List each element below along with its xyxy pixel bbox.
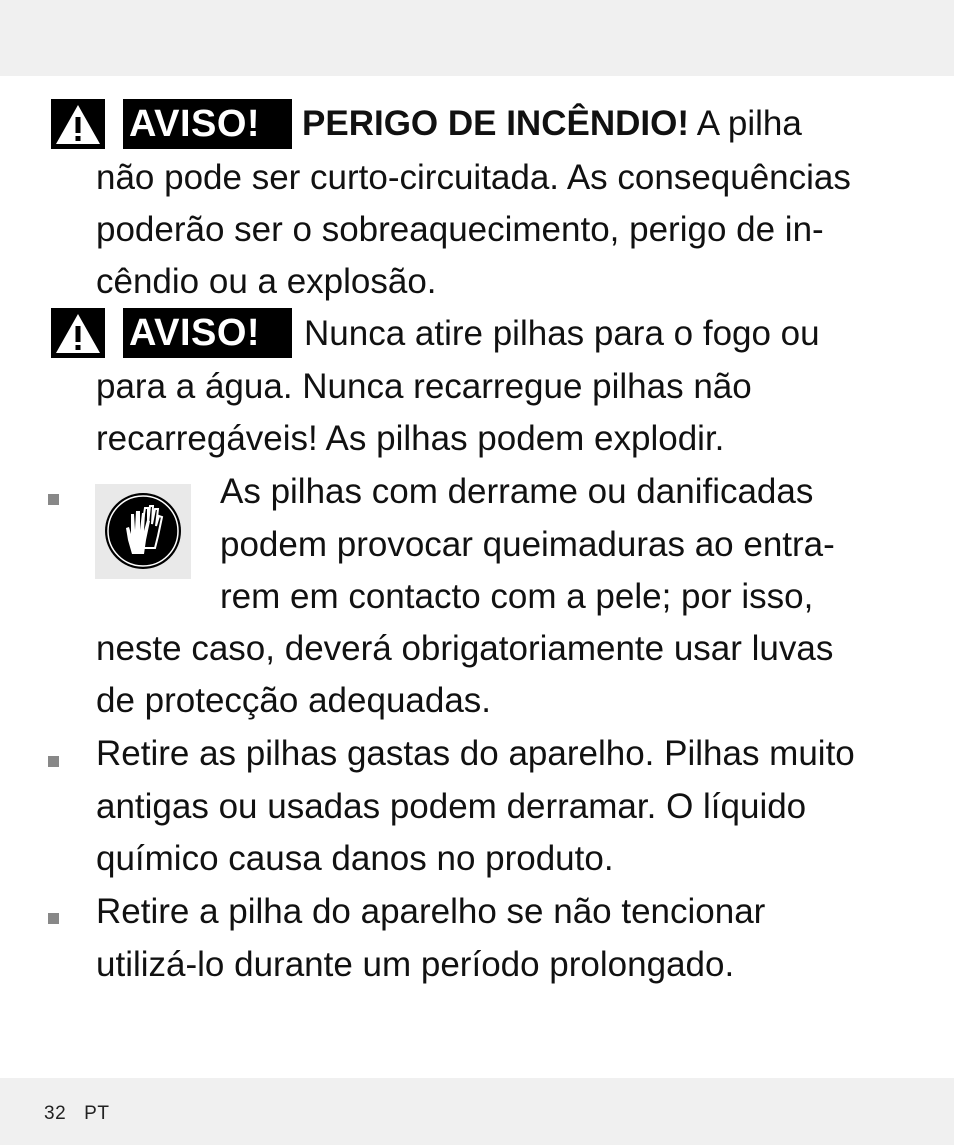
aviso-badge: AVISO! [123,308,292,358]
item3-line-2: utilizá-lo durante um período prolongado. [96,945,735,984]
warning2-line-2: para a água. Nunca recarregue pilhas não [96,367,752,406]
item3-line-1: Retire a pilha do aparelho se não tencionar [96,892,766,931]
aviso-badge: AVISO! [123,99,292,149]
item1-line-1: As pilhas com derrame ou danificadas [220,472,814,511]
language-code: PT [84,1103,110,1124]
warning1-line-3: poderão ser o sobreaquecimento, perigo de in- [96,210,824,249]
item1-line-3: rem em contacto com a pele; por isso, [220,577,814,616]
item1-line-5: de protecção adequadas. [96,681,492,720]
item1-line-2: podem provocar queimaduras ao entra- [220,525,835,564]
warning1-line-1 [302,98,802,150]
item2-line-3: químico causa danos no produto. [96,839,614,878]
warning2-line-3: recarregáveis! As pilhas podem explodir. [96,419,725,458]
warning2-line-1: Nunca atire pilhas para o fogo ou [304,314,820,353]
item2-line-1: Retire as pilhas gastas do aparelho. Pilhas muito [96,734,855,773]
warning-triangle-icon [51,99,105,149]
page-number: 32 [44,1103,67,1124]
bullet-square [48,756,59,767]
gloves-icon [95,484,191,579]
warning1-text: A pilha [688,104,802,143]
warning1-line-4: cêndio ou a explosão. [96,262,437,301]
item1-line-4: neste caso, deverá obrigatoriamente usar luvas [96,629,834,668]
warning-triangle-icon [51,308,105,358]
fire-hazard-heading: PERIGO DE INCÊNDIO! [302,104,689,143]
bullet-square [48,494,59,505]
bullet-square [48,913,59,924]
bottom-band [0,1078,954,1145]
item2-line-2: antigas ou usadas podem derramar. O líquido [96,787,807,826]
gloves-icon-box [95,484,191,579]
top-band [0,0,954,76]
page-footer [44,1103,109,1125]
warning1-line-2: não pode ser curto-circuitada. As consequências [96,158,851,197]
